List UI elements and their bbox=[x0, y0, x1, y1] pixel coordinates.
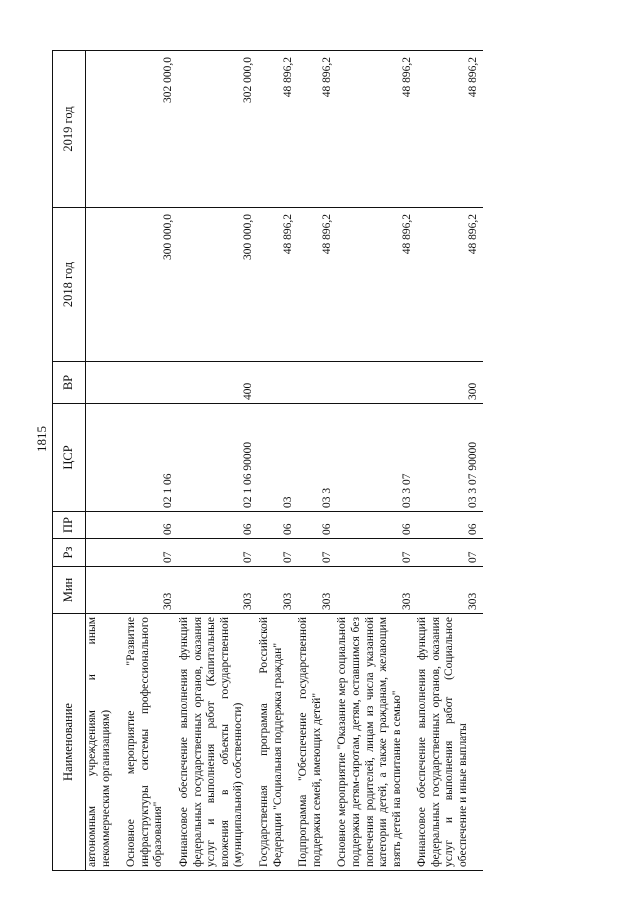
row-vr: 300 bbox=[416, 362, 482, 404]
table-row bbox=[297, 51, 336, 871]
row-name: Подпрограмма "Обеспечение государственной поддержки семей, имеющих детей" bbox=[297, 614, 336, 871]
row-rz: 07 bbox=[416, 539, 482, 567]
row-pr bbox=[86, 512, 126, 539]
row-rz: 07 bbox=[297, 539, 336, 567]
row-csr: 03 3 07 90000 bbox=[416, 404, 482, 512]
budget-table-wrapper bbox=[52, 52, 607, 871]
header-csr: ЦСР bbox=[53, 404, 86, 512]
row-rz: 07 bbox=[258, 539, 297, 567]
row-csr: 03 bbox=[258, 404, 297, 512]
row-pr: 06 bbox=[178, 512, 258, 539]
table-row bbox=[125, 51, 178, 871]
row-vr bbox=[297, 362, 336, 404]
row-2019: 48 896,2 bbox=[297, 51, 336, 208]
row-2018 bbox=[86, 208, 126, 362]
row-min: 303 bbox=[336, 567, 416, 614]
row-2019: 302 000,0 bbox=[125, 51, 178, 208]
row-2019: 48 896,2 bbox=[258, 51, 297, 208]
table-row bbox=[178, 51, 258, 871]
row-2018: 48 896,2 bbox=[416, 208, 482, 362]
row-csr: 03 3 07 bbox=[336, 404, 416, 512]
header-2018: 2018 год bbox=[53, 208, 86, 362]
row-2019 bbox=[86, 51, 126, 208]
row-2019: 302 000,0 bbox=[178, 51, 258, 208]
row-min: 303 bbox=[125, 567, 178, 614]
header-min: Мин bbox=[53, 567, 86, 614]
row-name: Финансовое обеспечение выполнения функций федеральных государственных органов, оказания услуг и выполнения работ (Социальное обеспечение и иные выплаты bbox=[416, 614, 482, 871]
row-min: 303 bbox=[258, 567, 297, 614]
row-name: Государственная программа Российской Федерации "Социальная поддержка граждан" bbox=[258, 614, 297, 871]
row-2018: 300 000,0 bbox=[125, 208, 178, 362]
row-2018: 48 896,2 bbox=[336, 208, 416, 362]
table-header-row bbox=[53, 51, 86, 871]
header-rz: Рз bbox=[53, 539, 86, 567]
header-pr: ПР bbox=[53, 512, 86, 539]
row-vr bbox=[258, 362, 297, 404]
row-rz bbox=[86, 539, 126, 567]
row-vr bbox=[125, 362, 178, 404]
row-2019: 48 896,2 bbox=[336, 51, 416, 208]
row-vr bbox=[336, 362, 416, 404]
table-row bbox=[416, 51, 482, 871]
row-min bbox=[86, 567, 126, 614]
header-vr: ВР bbox=[53, 362, 86, 404]
row-name: автономным учреждениям и иным некоммерческим организациям) bbox=[86, 614, 126, 871]
row-pr: 06 bbox=[297, 512, 336, 539]
budget-table-rotated bbox=[52, 52, 607, 871]
header-2019: 2019 год bbox=[53, 51, 86, 208]
row-2018: 48 896,2 bbox=[297, 208, 336, 362]
row-2019: 48 896,2 bbox=[416, 51, 482, 208]
row-csr bbox=[86, 404, 126, 512]
row-min: 303 bbox=[416, 567, 482, 614]
row-2018: 300 000,0 bbox=[178, 208, 258, 362]
row-pr: 06 bbox=[336, 512, 416, 539]
page-number: 1815 bbox=[34, 426, 49, 452]
row-rz: 07 bbox=[178, 539, 258, 567]
row-vr bbox=[86, 362, 126, 404]
table-row bbox=[336, 51, 416, 871]
row-rz: 07 bbox=[336, 539, 416, 567]
row-pr: 06 bbox=[416, 512, 482, 539]
row-min: 303 bbox=[178, 567, 258, 614]
row-name: Финансовое обеспечение выполнения функций федеральных государственных органов, оказания услуг и выполнения работ (Капитальные вложения в объекты государственной (муниципальной) собственности) bbox=[178, 614, 258, 871]
row-csr: 02 1 06 90000 bbox=[178, 404, 258, 512]
budget-table bbox=[52, 50, 483, 871]
row-name: Основное мероприятие "Развитие инфраструктуры системы профессионального образования" bbox=[125, 614, 178, 871]
row-pr: 06 bbox=[258, 512, 297, 539]
row-csr: 03 3 bbox=[297, 404, 336, 512]
row-vr: 400 bbox=[178, 362, 258, 404]
header-name: Наименование bbox=[53, 614, 86, 871]
row-min: 303 bbox=[297, 567, 336, 614]
row-csr: 02 1 06 bbox=[125, 404, 178, 512]
row-rz: 07 bbox=[125, 539, 178, 567]
table-row bbox=[86, 51, 126, 871]
row-pr: 06 bbox=[125, 512, 178, 539]
row-name: Основное мероприятие "Оказание мер социальной поддержки детям-сиротам, детям, оставшимся без попечения родителей, лицам из числа указанной категории детей, а также гражданам, желающим взять детей на воспитание в семью" bbox=[336, 614, 416, 871]
table-row bbox=[258, 51, 297, 871]
row-2018: 48 896,2 bbox=[258, 208, 297, 362]
